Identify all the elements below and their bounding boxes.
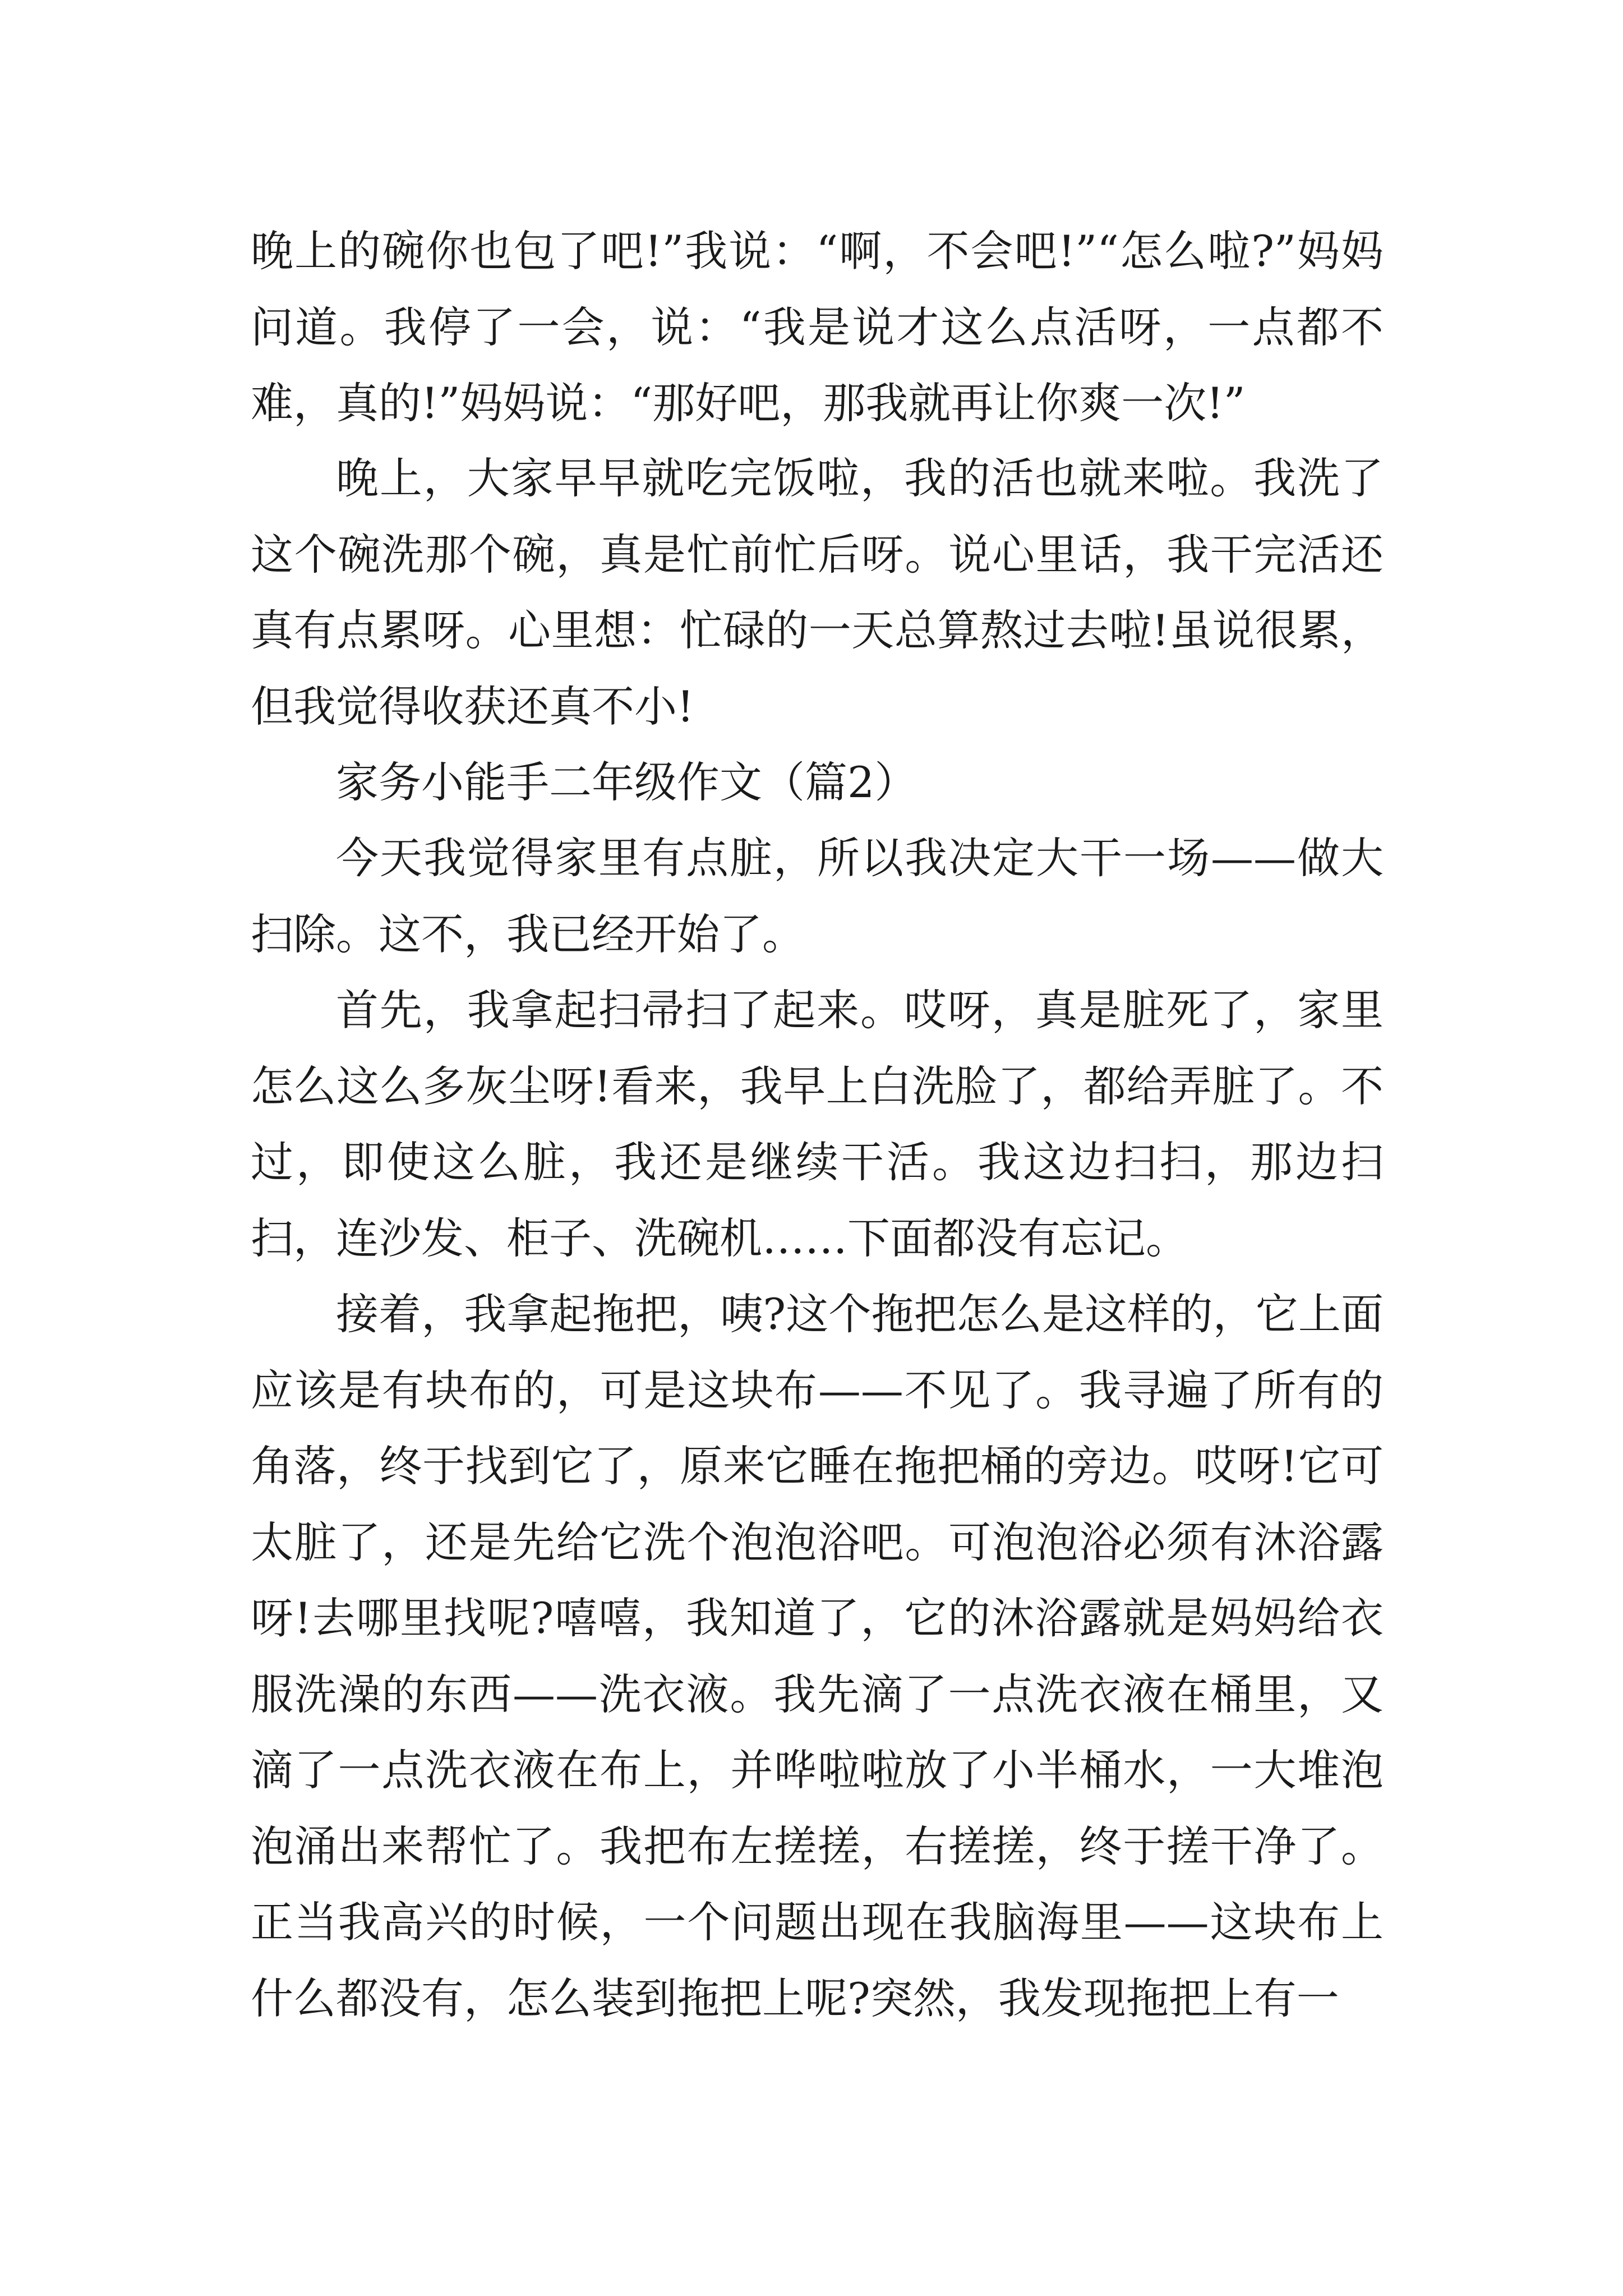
paragraph-continued: 晚上的碗你也包了吧!”我说：“啊，不会吧!”“怎么啦?”妈妈问道。我停了一会，说：“我是说才这么点活呀，一点都不难，真的!”妈妈说：“那好吧，那我就再让你爽一次!” xyxy=(251,226,1384,428)
paragraph: 首先，我拿起扫帚扫了起来。哎呀，真是脏死了，家里怎么这么多灰尘呀!看来，我早上白洗脸了，都给弄脏了。不过，即使这么脏，我还是继续干活。我这边扫扫，那边扫扫，连沙发、柜子、洗碗机……下面都没有忘记。 xyxy=(251,985,1384,1263)
paragraph: 接着，我拿起拖把，咦?这个拖把怎么是这样的，它上面应该是有块布的，可是这块布——不见了。我寻遍了所有的角落，终于找到它了，原来它睡在拖把桶的旁边。哎呀!它可太脏了，还是先给它洗个泡泡浴吧。可泡泡浴必须有沐浴露呀!去哪里找呢?嘻嘻，我知道了，它的沐浴露就是妈妈给衣服洗澡的东西——洗衣液。我先滴了一点洗衣液在桶里，又滴了一点洗衣液在布上，并哗啦啦放了小半桶水，一大堆泡泡涌出来帮忙了。我把布左搓搓，右搓搓，终于搓干净了。正当我高兴的时候，一个问题出现在我脑海里——这块布上什么都没有，怎么装到拖把上呢?突然，我发现拖把上有一 xyxy=(251,1289,1384,2023)
section-heading: 家务小能手二年级作文（篇2） xyxy=(336,757,917,807)
paragraph: 晚上，大家早早就吃完饭啦，我的活也就来啦。我洗了这个碗洗那个碗，真是忙前忙后呀。说心里话，我干完活还真有点累呀。心里想：忙碌的一天总算熬过去啦!虽说很累，但我觉得收获还真不小! xyxy=(251,453,1384,731)
paragraph: 今天我觉得家里有点脏，所以我决定大干一场——做大扫除。这不，我已经开始了。 xyxy=(251,833,1384,959)
